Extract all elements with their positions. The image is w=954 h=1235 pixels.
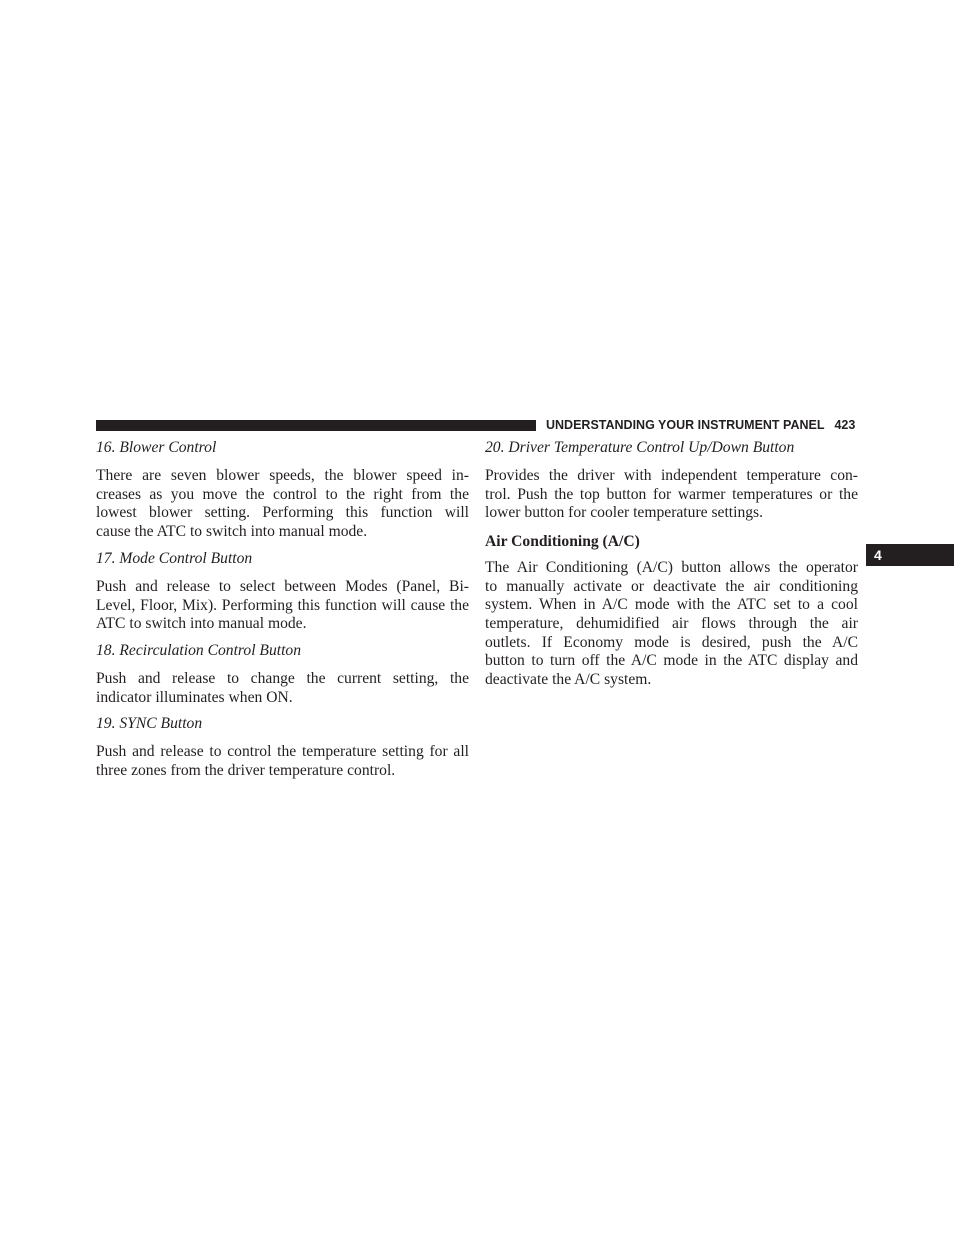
text-line: Level, Floor, Mix). Performing this function will cause the (96, 596, 469, 614)
header-title: UNDERSTANDING YOUR INSTRUMENT PANEL (546, 418, 825, 432)
page-number: 423 (834, 418, 856, 432)
text-line: creases as you move the control to the right from the (96, 485, 469, 503)
text-line: deactivate the A/C system. (485, 671, 652, 689)
section-heading: 18. Recirculation Control Button (96, 642, 302, 659)
section-paragraph (485, 559, 858, 690)
text-line: button to turn off the A/C mode in the ATC display and (485, 652, 858, 670)
chapter-tab (866, 544, 954, 566)
text-line: There are seven blower speeds, the blower speed in- (96, 467, 469, 484)
text-line: system. When in A/C mode with the ATC set to a cool (485, 596, 858, 614)
text-line: Push and release to control the temperature setting for all (96, 743, 469, 760)
section-heading: 16. Blower Control (96, 439, 217, 456)
text-line: ATC to switch into manual mode. (96, 615, 307, 633)
text-line: cause the ATC to switch into manual mode. (96, 523, 368, 541)
section-paragraph (96, 743, 469, 780)
text-line: Push and release to select between Modes (Panel, Bi- (96, 578, 469, 595)
section-paragraph (485, 467, 858, 523)
text-line: The Air Conditioning (A/C) button allows the operator (485, 559, 858, 576)
text-line: Push and release to change the current setting, the (96, 670, 469, 687)
section-heading: 17. Mode Control Button (96, 550, 253, 567)
text-line: temperature, dehumidified air flows through the air (485, 615, 858, 633)
section-paragraph (96, 578, 469, 634)
text-line: indicator illuminates when ON. (96, 688, 293, 706)
section-paragraph (96, 467, 469, 542)
section-heading: 19. SYNC Button (96, 715, 203, 732)
text-line: trol. Push the top button for warmer temperatures or the (485, 485, 858, 503)
section-heading: 20. Driver Temperature Control Up/Down Button (485, 439, 795, 456)
text-line: lowest blower setting. Performing this function will (96, 504, 469, 522)
text-line: Provides the driver with independent temperature con- (485, 467, 858, 484)
text-line: outlets. If Economy mode is desired, push the A/C (485, 633, 858, 651)
text-line: to manually activate or deactivate the air conditioning (485, 577, 858, 595)
header-rule (96, 420, 536, 431)
chapter-number: 4 (874, 547, 882, 563)
section-heading: Air Conditioning (A/C) (485, 533, 640, 550)
text-line: lower button for cooler temperature settings. (485, 504, 763, 522)
running-header (546, 417, 855, 433)
text-line: three zones from the driver temperature control. (96, 761, 396, 779)
section-paragraph (96, 670, 469, 707)
